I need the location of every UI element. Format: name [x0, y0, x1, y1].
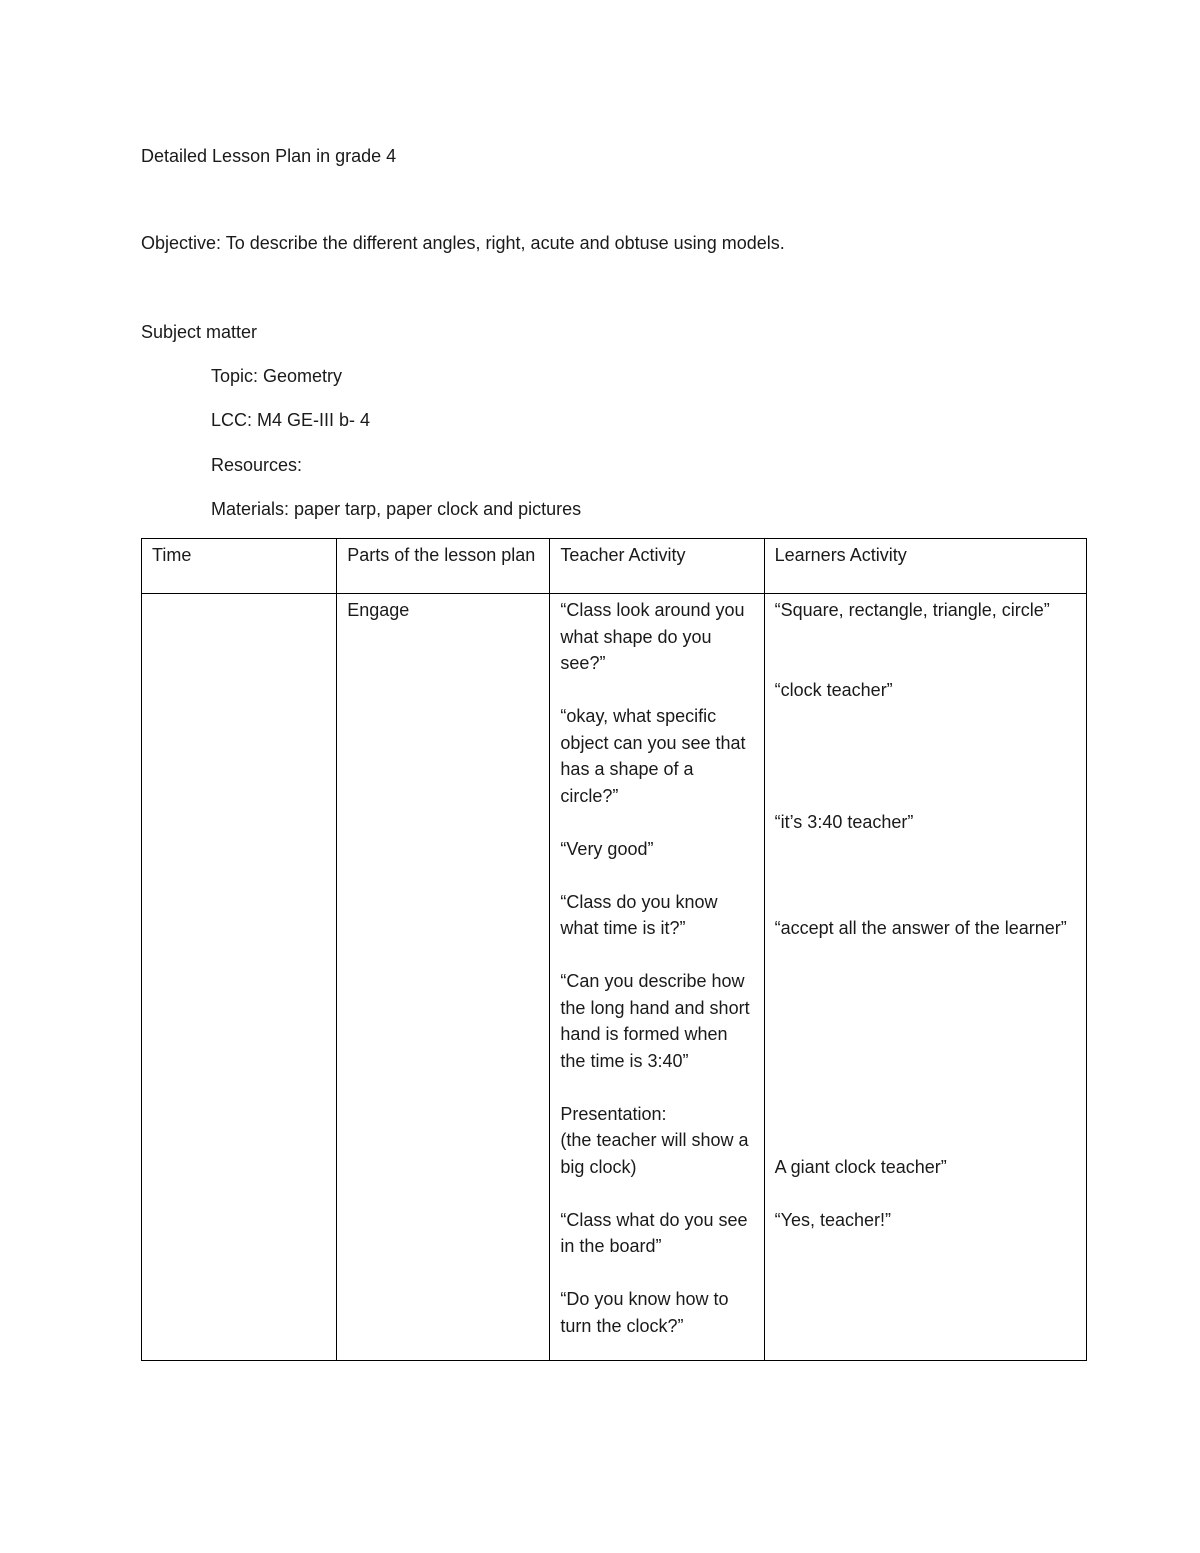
teacher-line-2: “okay, what specific object can you see that has a shape of a circle?”	[560, 706, 746, 806]
teacher-line-1: “Class look around you what shape do you see?”	[560, 600, 745, 673]
teacher-line-7: “Class what do you see in the board”	[560, 1209, 748, 1256]
materials-text: Materials: paper tarp, paper clock and pictures	[211, 499, 582, 519]
learner-line-6: “Yes, teacher!”	[774, 1209, 892, 1230]
header-time: Time	[142, 539, 337, 594]
cell-part: Engage	[337, 594, 550, 1361]
teacher-line-4: “Class do you know what time is it?”	[560, 891, 718, 938]
header-parts: Parts of the lesson plan	[337, 539, 550, 594]
subject-matter-heading: Subject matter	[141, 322, 258, 342]
learner-line-5: A giant clock teacher”	[774, 1156, 947, 1177]
learner-line-2: “clock teacher”	[774, 679, 893, 700]
teacher-presentation-note: (the teacher will show a big clock)	[560, 1130, 749, 1177]
table-row	[142, 594, 1087, 1361]
table-header-row	[142, 539, 1087, 594]
teacher-line-5: “Can you describe how the long hand and short hand is formed when the time is 3:40”	[560, 971, 750, 1071]
teacher-presentation-label: Presentation:	[560, 1103, 667, 1124]
document-title: Detailed Lesson Plan in grade 4	[141, 146, 397, 166]
lcc-text: LCC: M4 GE-III b- 4	[211, 410, 371, 430]
learner-line-4: “accept all the answer of the learner”	[774, 918, 1067, 938]
header-teacher-activity: Teacher Activity	[550, 539, 764, 594]
objective-text: Objective: To describe the different angles, right, acute and obtuse using models.	[141, 233, 785, 253]
learner-line-1: “Square, rectangle, triangle, circle”	[774, 600, 1050, 620]
cell-learners-activity	[764, 594, 1086, 1361]
header-learners-activity: Learners Activity	[764, 539, 1086, 594]
learner-line-3: “it’s 3:40 teacher”	[774, 812, 914, 832]
topic-text: Topic: Geometry	[211, 366, 343, 386]
teacher-line-3: “Very good”	[560, 838, 654, 859]
teacher-line-8: “Do you know how to turn the clock?”	[560, 1289, 729, 1336]
lesson-plan-table	[141, 538, 1087, 1361]
cell-time	[142, 594, 337, 1361]
resources-text: Resources:	[211, 455, 303, 475]
cell-teacher-activity	[550, 594, 764, 1361]
